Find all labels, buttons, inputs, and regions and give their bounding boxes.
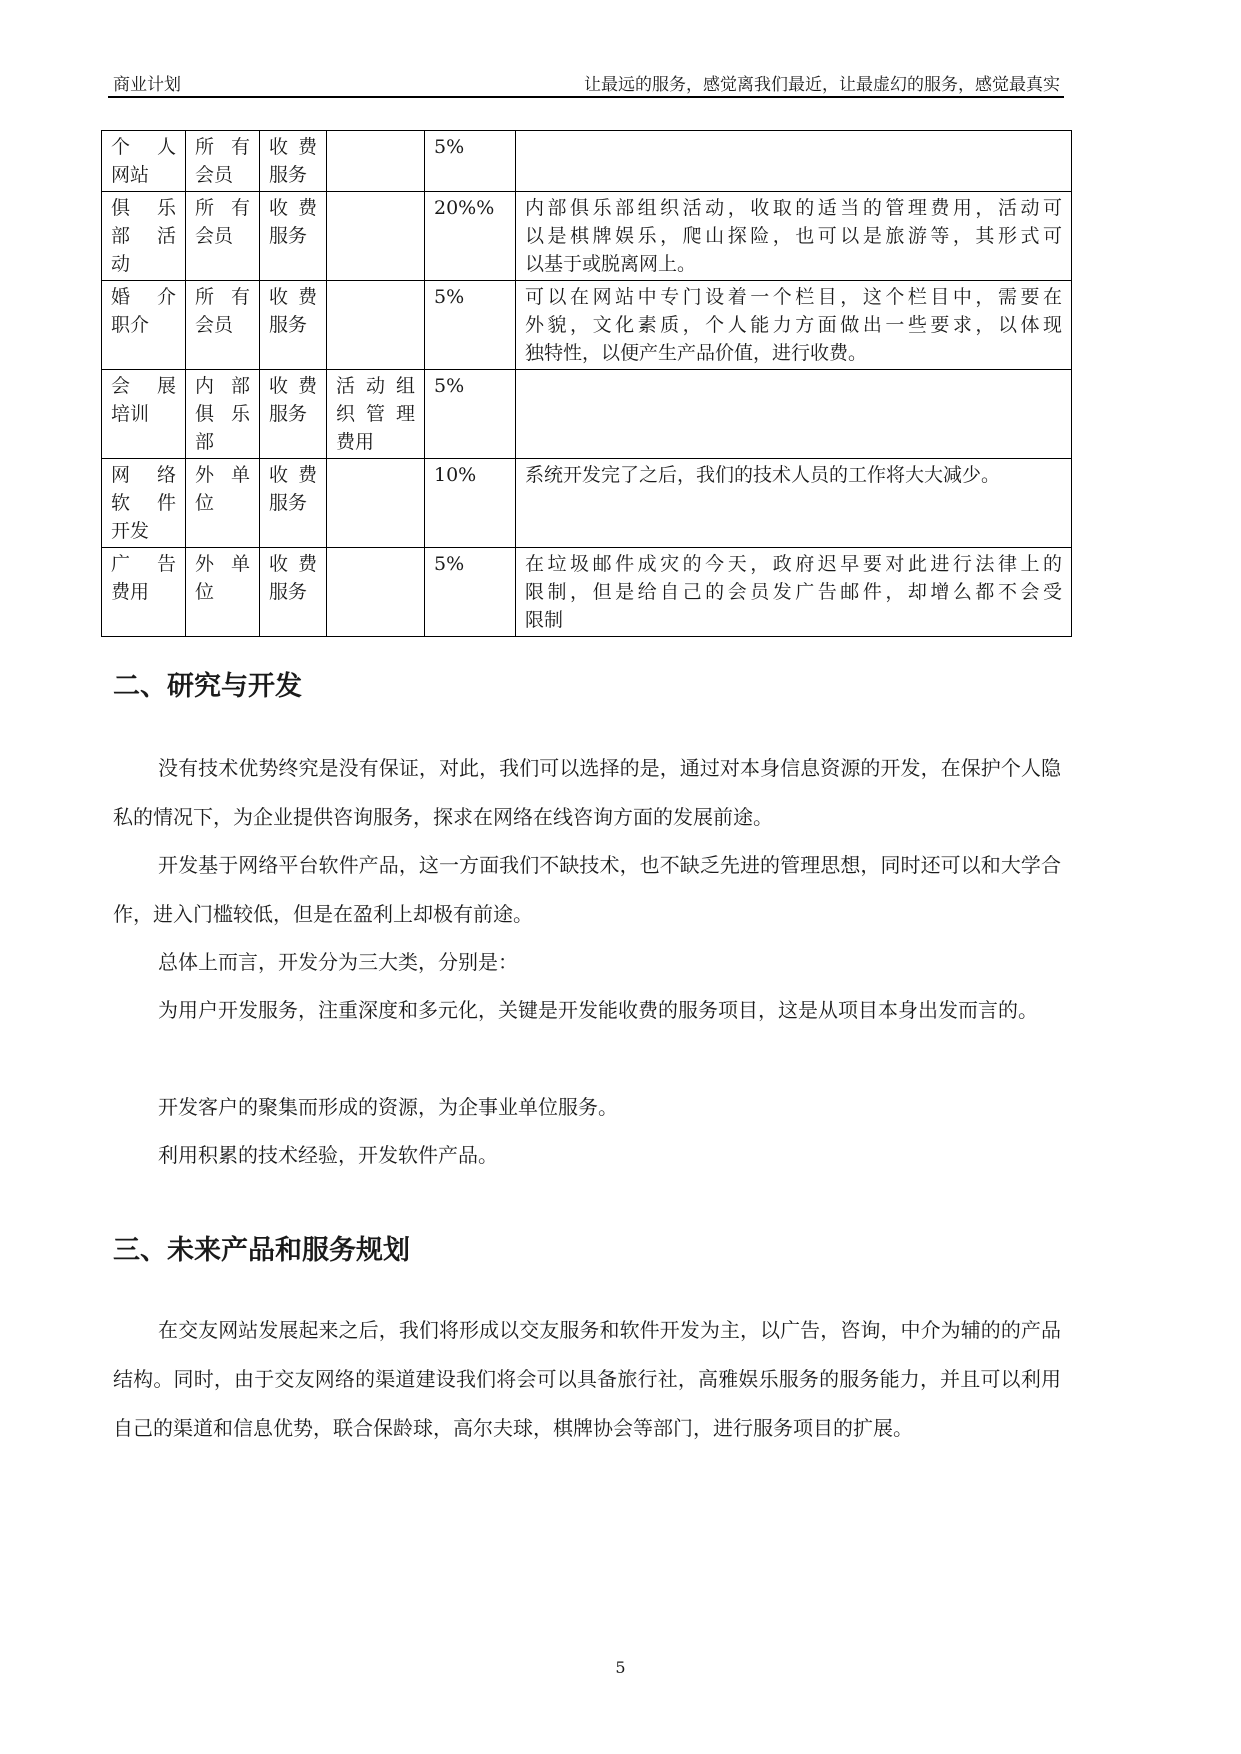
cell-description-line: 限制，但是给自己的会员发广告邮件，却增么都不会受 bbox=[525, 581, 1062, 603]
cell-target bbox=[186, 459, 260, 548]
cell-item-line: 费用 bbox=[111, 581, 150, 603]
cell-description-line: 独特性，以便产生产品价值，进行收费。 bbox=[525, 342, 868, 364]
paragraph: 为用户开发服务，注重深度和多元化，关键是开发能收费的服务项目，这是从项目本身出发而言的。 bbox=[158, 998, 1038, 1022]
cell-rate: 5% bbox=[425, 131, 516, 192]
cell-fee bbox=[327, 131, 425, 192]
cell-description bbox=[516, 370, 1072, 459]
cell-target bbox=[186, 281, 260, 370]
cell-description bbox=[516, 192, 1072, 281]
cell-target-line: 会员 bbox=[195, 164, 234, 186]
cell-fee-line: 活动组 bbox=[336, 375, 415, 397]
cell-description-line: 外貌，文化素质，个人能力方面做出一些要求，以体现 bbox=[525, 314, 1062, 336]
cell-item bbox=[102, 192, 186, 281]
cell-type-line: 收费 bbox=[269, 375, 317, 397]
cell-fee bbox=[327, 192, 425, 281]
cell-rate: 10% bbox=[425, 459, 516, 548]
paragraph: 没有技术优势终究是没有保证，对此，我们可以选择的是，通过对本身信息资源的开发，在保护个人隐私的情况下，为企业提供咨询服务，探求在网络在线咨询方面的发展前途。 bbox=[113, 756, 1061, 829]
cell-target-line: 位 bbox=[195, 581, 215, 603]
cell-type bbox=[260, 192, 327, 281]
cell-target bbox=[186, 370, 260, 459]
cell-item-line: 婚 介 bbox=[111, 286, 176, 308]
cell-type bbox=[260, 370, 327, 459]
cell-rate: 5% bbox=[425, 370, 516, 459]
table-row bbox=[102, 131, 1072, 192]
header-divider bbox=[108, 96, 1064, 98]
cell-target bbox=[186, 192, 260, 281]
cell-item bbox=[102, 370, 186, 459]
cell-fee bbox=[327, 281, 425, 370]
cell-target-line: 部 bbox=[195, 431, 215, 453]
cell-type-line: 服务 bbox=[269, 314, 308, 336]
cell-type-line: 收费 bbox=[269, 136, 317, 158]
cell-target-line: 所有 bbox=[195, 286, 250, 308]
cell-description-line: 限制 bbox=[525, 609, 564, 631]
paragraph: 利用积累的技术经验，开发软件产品。 bbox=[158, 1143, 498, 1167]
header-title: 商业计划 bbox=[113, 75, 181, 95]
cell-item-line: 俱 乐 bbox=[111, 197, 176, 219]
cell-item-line: 网 络 bbox=[111, 464, 176, 486]
paragraph: 开发客户的聚集而形成的资源，为企事业单位服务。 bbox=[158, 1095, 618, 1119]
cell-type-line: 收费 bbox=[269, 553, 317, 575]
cell-description bbox=[516, 281, 1072, 370]
cell-target bbox=[186, 131, 260, 192]
paragraph: 总体上而言，开发分为三大类，分别是： bbox=[158, 950, 518, 974]
cell-target-line: 所有 bbox=[195, 136, 250, 158]
cell-type-line: 收费 bbox=[269, 197, 317, 219]
cell-target-line: 会员 bbox=[195, 225, 234, 247]
table-row bbox=[102, 281, 1072, 370]
revenue-table bbox=[101, 130, 1072, 637]
cell-target-line: 外单 bbox=[195, 464, 250, 486]
cell-target-line: 俱乐 bbox=[195, 403, 250, 425]
paragraph: 开发基于网络平台软件产品，这一方面我们不缺技术，也不缺乏先进的管理思想，同时还可以和大学合作，进入门槛较低，但是在盈利上却极有前途。 bbox=[113, 853, 1061, 926]
cell-type bbox=[260, 548, 327, 637]
cell-item-line: 部 活 bbox=[111, 225, 176, 247]
cell-type-line: 服务 bbox=[269, 164, 308, 186]
cell-description bbox=[516, 459, 1072, 548]
cell-type-line: 收费 bbox=[269, 286, 317, 308]
cell-type-line: 服务 bbox=[269, 581, 308, 603]
cell-item-line: 职介 bbox=[111, 314, 150, 336]
cell-type bbox=[260, 459, 327, 548]
cell-item-line: 个 人 bbox=[111, 136, 176, 158]
cell-type-line: 收费 bbox=[269, 464, 317, 486]
cell-rate: 5% bbox=[425, 281, 516, 370]
cell-fee bbox=[327, 459, 425, 548]
cell-item-line: 软 件 bbox=[111, 492, 176, 514]
cell-item-line: 网站 bbox=[111, 164, 150, 186]
header-slogan: 让最远的服务，感觉离我们最近，让最虚幻的服务，感觉最真实 bbox=[584, 75, 1060, 95]
page-number: 5 bbox=[615, 1658, 626, 1677]
cell-item bbox=[102, 131, 186, 192]
cell-fee-line: 费用 bbox=[336, 431, 375, 453]
table-row bbox=[102, 370, 1072, 459]
cell-item bbox=[102, 548, 186, 637]
cell-description bbox=[516, 131, 1072, 192]
cell-item-line: 广 告 bbox=[111, 553, 176, 575]
cell-description-line: 以基于或脱离网上。 bbox=[525, 253, 697, 275]
cell-fee bbox=[327, 548, 425, 637]
cell-item bbox=[102, 281, 186, 370]
cell-type-line: 服务 bbox=[269, 492, 308, 514]
table-row bbox=[102, 459, 1072, 548]
cell-target-line: 所有 bbox=[195, 197, 250, 219]
cell-type-line: 服务 bbox=[269, 403, 308, 425]
cell-item-line: 动 bbox=[111, 253, 131, 275]
revenue-table-body bbox=[102, 131, 1072, 637]
cell-description-line: 系统开发完了之后，我们的技术人员的工作将大大减少。 bbox=[525, 464, 1001, 486]
cell-target-line: 位 bbox=[195, 492, 215, 514]
cell-target-line: 内部 bbox=[195, 375, 250, 397]
cell-description-line: 以是棋牌娱乐，爬山探险，也可以是旅游等，其形式可 bbox=[525, 225, 1062, 247]
table-row bbox=[102, 548, 1072, 637]
cell-fee-line: 织管理 bbox=[336, 403, 415, 425]
table-row bbox=[102, 192, 1072, 281]
paragraph: 在交友网站发展起来之后，我们将形成以交友服务和软件开发为主，以广告，咨询，中介为辅的的产品结构。同时，由于交友网络的渠道建设我们将会可以具备旅行社，高雅娱乐服务的服务能力，并且可以利用自己的渠道和信息优势，联合保龄球，高尔夫球，棋牌协会等部门，进行服务项目的扩展。 bbox=[113, 1318, 1061, 1440]
cell-rate: 20%% bbox=[425, 192, 516, 281]
cell-type bbox=[260, 281, 327, 370]
cell-rate: 5% bbox=[425, 548, 516, 637]
section-heading-future: 三、未来产品和服务规划 bbox=[113, 1235, 410, 1266]
cell-description bbox=[516, 548, 1072, 637]
cell-item-line: 开发 bbox=[111, 520, 150, 542]
cell-target-line: 外单 bbox=[195, 553, 250, 575]
cell-type-line: 服务 bbox=[269, 225, 308, 247]
cell-item bbox=[102, 459, 186, 548]
cell-description-line: 在垃圾邮件成灾的今天，政府迟早要对此进行法律上的 bbox=[525, 553, 1062, 575]
cell-type bbox=[260, 131, 327, 192]
cell-item-line: 会 展 bbox=[111, 375, 176, 397]
cell-description-line: 内部俱乐部组织活动，收取的适当的管理费用，活动可 bbox=[525, 197, 1062, 219]
cell-target bbox=[186, 548, 260, 637]
cell-target-line: 会员 bbox=[195, 314, 234, 336]
cell-item-line: 培训 bbox=[111, 403, 150, 425]
cell-fee bbox=[327, 370, 425, 459]
cell-description-line: 可以在网站中专门设着一个栏目，这个栏目中，需要在 bbox=[525, 286, 1062, 308]
section-heading-rd: 二、研究与开发 bbox=[113, 671, 302, 702]
